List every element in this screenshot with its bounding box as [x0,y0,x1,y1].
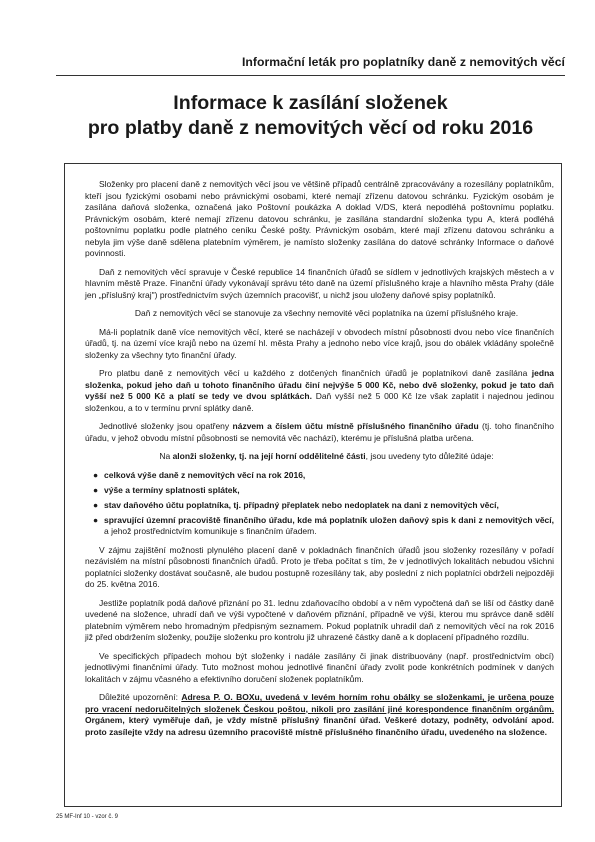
payment-intro: Pro platbu daně z nemovitých věcí u každého z dotčených finančních úřadů je poplatníkovi daně zasílána [99,368,532,378]
bullet-icon: ● [93,469,99,480]
bullet-icon: ● [93,484,99,495]
page-title [56,91,565,141]
list-item [85,515,554,538]
bullet-icon: ● [93,514,99,525]
paragraph-tax-offices: Daň z nemovitých věcí spravuje v České republice 14 finančních úřadů se sídlem v jednotlivých krajských městech a v hlavním městě Praze. Finanční úřady vykonávají správu této daně na území příslušného kraje a hlavního města Prahy (dále jen „příslušný kraj") prostřednictvím svých územních pracovišť, u nichž jsou uloženy daňové spisy poplatníků. [85,266,554,300]
list-item-text: celková výše daně z nemovitých věcí na rok 2016, [104,469,306,480]
notice-label: Důležité upozornění: [99,692,182,702]
list-item-text: výše a termíny splatnosti splátek, [104,484,240,495]
payment-tail: Daň vyšší než 5 000 Kč lze však zaplatit i najednou jedinou složenkou, a to v termínu první splátky daně. [85,391,554,413]
form-code: 25 MF-Inf 10 - vzor č. 9 [56,814,119,820]
list-item [85,485,554,497]
bullet-icon: ● [93,499,99,510]
list-item-tail: a jehož prostřednictvím komunikuje s finančním úřadem. [104,526,317,536]
alonge-bold: alonži složenky, tj. na její horní oddělitelné části [172,451,366,461]
paragraph-payment [85,368,554,414]
paragraph-alonge [85,451,554,463]
list-item [85,500,554,512]
list-item [85,470,554,482]
important-data-list [85,470,554,538]
header-rule [56,75,565,76]
list-item-text: spravující územní pracoviště finančního úřadu, kde má poplatník uložen daňový spis k dani z nemovitých věcí, [104,514,554,525]
notice-tail: Orgánem, který vyměřuje daň, je vždy místně příslušný finanční úřad. Veškeré dotazy, podněty, odvolání apod. proto zasílejte vždy na adresu územního pracoviště místně příslušného finančního úřadu, uvedeného na složence. [85,715,554,737]
paragraph-late-return: Jestliže poplatník podá daňové přiznání po 31. lednu zdaňovacího období a v něm vypočtená daň se liší od částky daně uvedené na složence, uhradí daň ve výši vypočtené v daňovém přiznání, případně ve výši, kterou mu správce daně sdělí platebním výměrem nebo hromadným předpisným seznamem. Pokud poplatník uhradil daň z nemovitých věcí na rok 2016 již před obdržením složenky, použije složenku pro kontrolu již uhrazené částky daně a k doplacení případného rozdílu. [85,597,554,642]
paragraph-multiple-offices: Má-li poplatník daně více nemovitých věcí, které se nacházejí v obvodech místní působnosti dvou nebo více finančních úřadů, tj. na území více krajů nebo na území hl. města Prahy a jednoho nebo více krajů, jsou do obálek vkládány společně složenky za všechny tyto finanční úřady. [85,326,554,360]
title-line-2: pro platby daně z nemovitých věcí od roku 2016 [87,117,534,139]
account-intro: Jednotlivé složenky jsou opatřeny [99,421,233,431]
notice-pobox: Adresa P. O. BOXu, uvedená v levém horním rohu obálky se složenkami, je určena pouze pro vracení nedoručitelných složenek Českou poštou, nikoli pro zasílání jiné korespondence finančním orgánům. [85,692,554,714]
paragraph-important-notice [85,692,554,738]
info-box [64,163,562,807]
alonge-intro: Na [159,451,173,461]
paragraph-scope: Daň z nemovitých věcí se stanovuje za všechny nemovité věci poplatníka na území příslušného kraje. [134,308,519,318]
payment-bold: jedna složenka, pokud jeho daň u tohoto finančního úřadu činí nejvýše 5 000 Kč, nebo dvě složenky, pokud je tato daň vyšší než 5 000 Kč a platí se tedy ve dvou splátkách. [85,368,554,401]
list-item-text: stav daňového účtu poplatníka, tj. případný přeplatek nebo nedoplatek na dani z nemovitých věcí, [104,499,499,510]
paragraph-specific-cases: Ve specifických případech mohou být složenky i nadále zasílány či jinak distribuovány (např. prostřednictvím obcí) jednotlivými finančními úřady. Tuto možnost mohou jednotlivé finanční úřady zvolit pode konkrétních podmínek v daných lokalitách v zájmu včasného a efektivního doručení složenek poplatníkům. [85,650,554,684]
paragraph-account [85,421,554,444]
alonge-tail: , jsou uvedeny tyto důležité údaje: [365,451,494,461]
account-bold: názvem a číslem účtu místně příslušného finančního úřadu [232,421,479,431]
leaflet-header: Informační leták pro poplatníky daně z nemovitých věcí [241,55,565,69]
account-tail: (tj. toho finančního úřadu, v jehož obvodu místní působnosti se nemovitá věc nachází), kterému je příslušná platba určena. [85,421,555,443]
paragraph-delivery: Složenky pro placení daně z nemovitých věcí jsou ve většině případů centrálně zpracovávány a rozesílány poplatníkům, kteří jsou fyzickými osobami nebo právnickými osobami, které nemají zřízenu datovou schránku. Fyzickým osobám je zasílána daňová složenka, označená jako Poštovní poukázka A doklad V/DS, která nepodléhá poštovnímu poplatku. Právnickým osobám, které nemají zřízenu datovou schránku, je zasílána standardní složenka typu A, která podléhá poštovnímu poplatku podle platného ceníku České pošty. Právnickým osobám, které mají zřízenu datovou schránku a nebyla jim výše daně sdělena platebním výměrem, je namísto složenky zasílána do datové schránky Informace o daňové povinnosti. [85,179,554,258]
title-line-1: Informace k zasílání složenek [173,92,448,114]
paragraph-distribution-order: V zájmu zajištění možnosti plynulého placení daně v pokladnách finančních úřadů jsou složenky rozesílány v pořadí nezávislém na místní působnosti finančních úřadů. Proto je třeba počítat s tím, že v jednotlivých lokalitách nebudou všichni poplatníci složenky dostávat současně, ale budou postupně rozesílány tak, aby poslední z nich poplatníci obdrželi nejpozději do 25. května 2016. [85,544,554,589]
